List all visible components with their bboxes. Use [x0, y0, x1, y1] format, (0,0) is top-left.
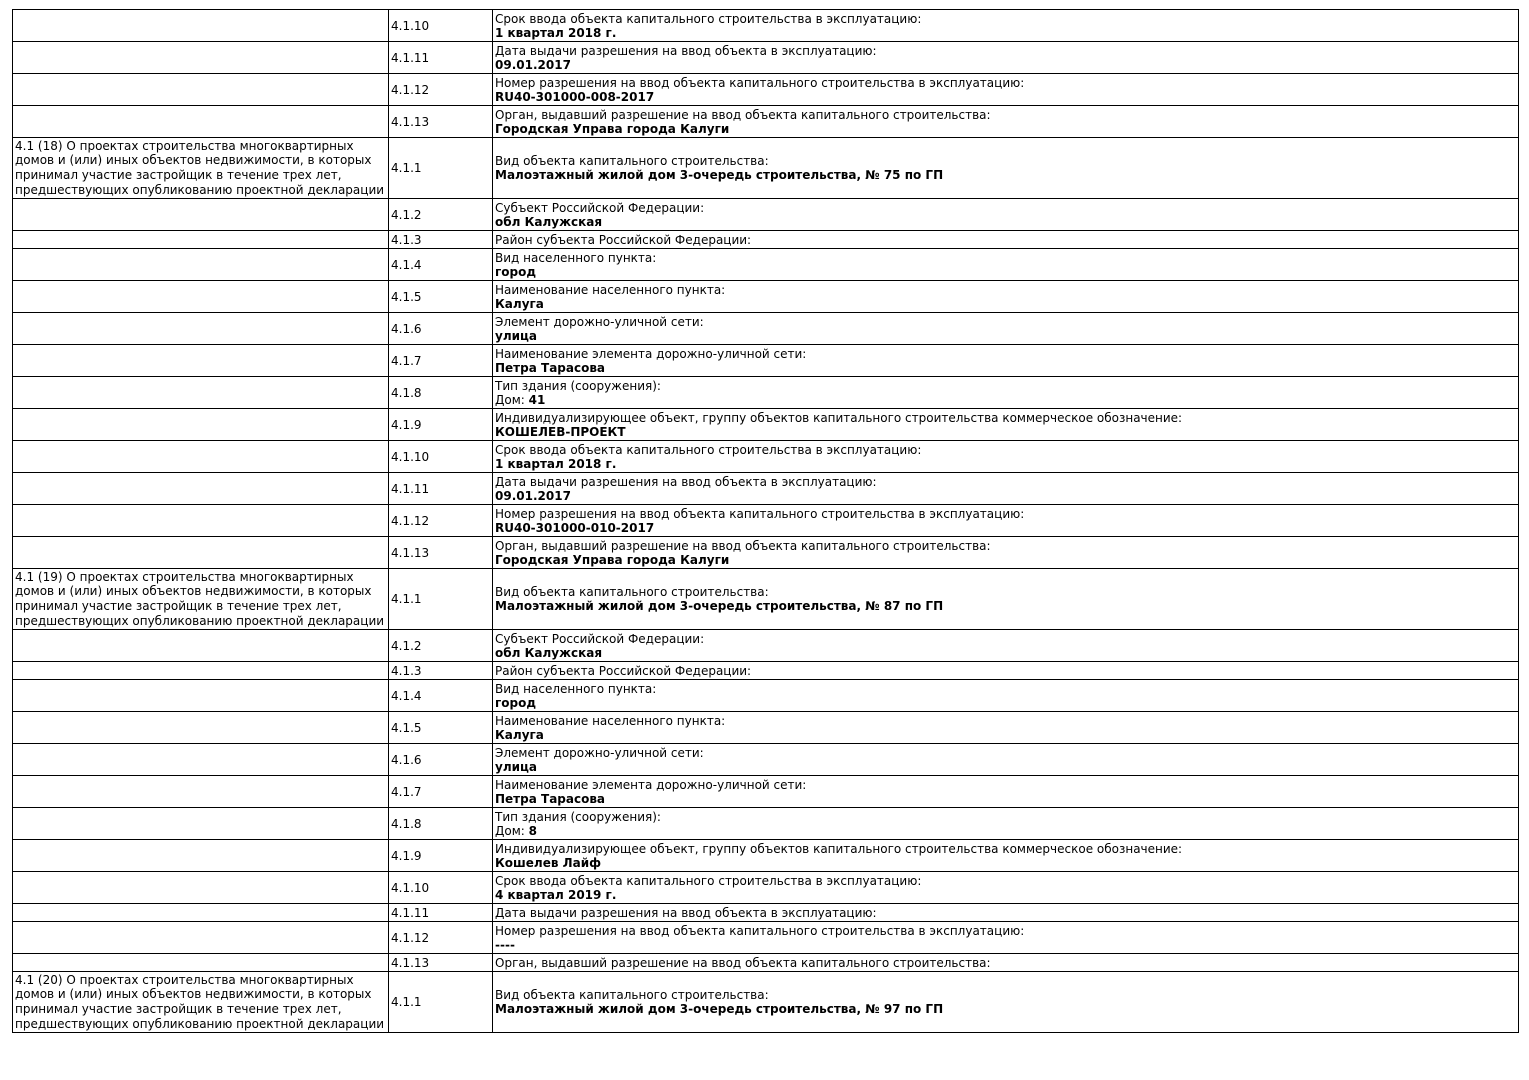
item-label: Наименование элемента дорожно-уличной сети: — [495, 777, 807, 792]
section-cell — [13, 441, 389, 473]
section-cell: 4.1 (18) О проектах строительства многоквартирных домов и (или) иных объектов недвижимости, в которых принимал участие застройщик в течение трех лет, предшествующих опубликованию проектной декларации — [13, 138, 389, 199]
section-cell — [13, 537, 389, 569]
item-content — [493, 106, 1519, 138]
table-row — [13, 808, 1519, 840]
item-label: Номер разрешения на ввод объекта капитального строительства в эксплуатацию: — [495, 75, 1025, 90]
section-cell — [13, 808, 389, 840]
item-label: Вид объекта капитального строительства: — [495, 988, 769, 1002]
section-cell — [13, 922, 389, 954]
item-value: 4 квартал 2019 г. — [495, 887, 617, 902]
table-row — [13, 249, 1519, 281]
item-value: Малоэтажный жилой дом 3-очередь строительства, № 87 по ГП — [495, 599, 944, 613]
item-code: 4.1.13 — [389, 954, 493, 972]
section-cell — [13, 680, 389, 712]
item-value: КОШЕЛЕВ-ПРОЕКТ — [495, 424, 626, 439]
item-content — [493, 138, 1519, 199]
table-row — [13, 630, 1519, 662]
item-value-prefix: Дом: — [495, 823, 529, 838]
section-cell — [13, 630, 389, 662]
item-label: Срок ввода объекта капитального строительства в эксплуатацию: — [495, 873, 922, 888]
item-label: Вид населенного пункта: — [495, 250, 657, 265]
item-label: Субъект Российской Федерации: — [495, 200, 705, 215]
item-label: Элемент дорожно-уличной сети: — [495, 745, 704, 760]
item-label: Район субъекта Российской Федерации: — [495, 232, 752, 247]
item-content — [493, 231, 1519, 249]
item-code: 4.1.8 — [389, 808, 493, 840]
item-content — [493, 345, 1519, 377]
item-value: Петра Тарасова — [495, 791, 606, 806]
item-value: Петра Тарасова — [495, 360, 606, 375]
table-row — [13, 473, 1519, 505]
table-row — [13, 872, 1519, 904]
item-code: 4.1.13 — [389, 537, 493, 569]
item-code: 4.1.10 — [389, 872, 493, 904]
table-row — [13, 505, 1519, 537]
item-code: 4.1.5 — [389, 712, 493, 744]
section-cell — [13, 42, 389, 74]
item-content — [493, 776, 1519, 808]
section-cell — [13, 10, 389, 42]
item-code: 4.1.1 — [389, 569, 493, 630]
item-value: улица — [495, 328, 538, 343]
item-value: 41 — [528, 392, 546, 407]
table-row — [13, 231, 1519, 249]
section-cell — [13, 74, 389, 106]
item-value-line — [495, 393, 1516, 407]
table-row — [13, 776, 1519, 808]
item-label: Номер разрешения на ввод объекта капитального строительства в эксплуатацию: — [495, 506, 1025, 521]
table-row — [13, 972, 1519, 1033]
item-content — [493, 313, 1519, 345]
item-label: Район субъекта Российской Федерации: — [495, 663, 752, 678]
item-value: ---- — [495, 937, 515, 952]
item-label: Номер разрешения на ввод объекта капитального строительства в эксплуатацию: — [495, 923, 1025, 938]
table-row — [13, 281, 1519, 313]
item-label: Дата выдачи разрешения на ввод объекта в эксплуатацию: — [495, 905, 877, 920]
section-cell — [13, 505, 389, 537]
item-label: Наименование населенного пункта: — [495, 282, 726, 297]
section-cell — [13, 662, 389, 680]
item-code: 4.1.10 — [389, 10, 493, 42]
table-row — [13, 313, 1519, 345]
item-content — [493, 680, 1519, 712]
item-content — [493, 972, 1519, 1033]
section-cell — [13, 313, 389, 345]
item-code: 4.1.10 — [389, 441, 493, 473]
item-content — [493, 537, 1519, 569]
item-label: Индивидуализирующее объект, группу объектов капитального строительства коммерческое обозначение: — [495, 841, 1183, 856]
table-row — [13, 680, 1519, 712]
item-content — [493, 630, 1519, 662]
item-label: Орган, выдавший разрешение на ввод объекта капитального строительства: — [495, 538, 991, 553]
item-value-prefix: Дом: — [495, 392, 529, 407]
item-value-line — [495, 824, 1516, 838]
item-code: 4.1.2 — [389, 199, 493, 231]
section-cell — [13, 281, 389, 313]
item-label: Дата выдачи разрешения на ввод объекта в эксплуатацию: — [495, 43, 877, 58]
item-value: RU40-301000-010-2017 — [495, 520, 655, 535]
item-value: город — [495, 695, 537, 710]
item-label: Наименование населенного пункта: — [495, 713, 726, 728]
item-label: Вид населенного пункта: — [495, 681, 657, 696]
section-cell — [13, 954, 389, 972]
item-code: 4.1.11 — [389, 904, 493, 922]
item-code: 4.1.12 — [389, 505, 493, 537]
item-value: 8 — [528, 823, 537, 838]
table-row — [13, 569, 1519, 630]
item-label: Орган, выдавший разрешение на ввод объекта капитального строительства: — [495, 107, 991, 122]
item-value: улица — [495, 759, 538, 774]
item-content — [493, 922, 1519, 954]
item-code: 4.1.3 — [389, 231, 493, 249]
item-value: RU40-301000-008-2017 — [495, 89, 655, 104]
item-value: Малоэтажный жилой дом 3-очередь строительства, № 75 по ГП — [495, 168, 944, 182]
item-code: 4.1.9 — [389, 409, 493, 441]
item-content — [493, 872, 1519, 904]
item-code: 4.1.2 — [389, 630, 493, 662]
table-row — [13, 954, 1519, 972]
item-value: Калуга — [495, 296, 544, 311]
item-content — [493, 744, 1519, 776]
item-value: Городская Управа города Калуги — [495, 552, 730, 567]
item-code: 4.1.1 — [389, 972, 493, 1033]
section-cell — [13, 744, 389, 776]
table-row — [13, 74, 1519, 106]
section-cell — [13, 106, 389, 138]
item-code: 4.1.3 — [389, 662, 493, 680]
section-cell — [13, 840, 389, 872]
table-row — [13, 10, 1519, 42]
item-code: 4.1.4 — [389, 249, 493, 281]
item-content — [493, 42, 1519, 74]
item-content — [493, 10, 1519, 42]
section-cell — [13, 776, 389, 808]
table-row — [13, 840, 1519, 872]
item-content — [493, 409, 1519, 441]
table-row — [13, 377, 1519, 409]
item-content — [493, 199, 1519, 231]
item-value: 09.01.2017 — [495, 488, 571, 503]
section-cell — [13, 377, 389, 409]
item-label: Тип здания (сооружения): — [495, 809, 661, 824]
item-code: 4.1.1 — [389, 138, 493, 199]
item-value: 09.01.2017 — [495, 57, 571, 72]
section-cell — [13, 904, 389, 922]
section-cell — [13, 409, 389, 441]
item-label: Наименование элемента дорожно-уличной сети: — [495, 346, 807, 361]
item-code: 4.1.7 — [389, 776, 493, 808]
section-cell: 4.1 (19) О проектах строительства многоквартирных домов и (или) иных объектов недвижимости, в которых принимал участие застройщик в течение трех лет, предшествующих опубликованию проектной декларации — [13, 569, 389, 630]
table-row — [13, 42, 1519, 74]
item-code: 4.1.5 — [389, 281, 493, 313]
table-row — [13, 106, 1519, 138]
declaration-table-body — [13, 10, 1519, 1033]
item-content — [493, 569, 1519, 630]
item-content — [493, 473, 1519, 505]
item-code: 4.1.6 — [389, 313, 493, 345]
section-cell — [13, 199, 389, 231]
item-content — [493, 74, 1519, 106]
table-row — [13, 441, 1519, 473]
section-cell — [13, 473, 389, 505]
item-code: 4.1.6 — [389, 744, 493, 776]
table-row — [13, 662, 1519, 680]
table-row — [13, 904, 1519, 922]
item-code: 4.1.12 — [389, 922, 493, 954]
item-content — [493, 377, 1519, 409]
item-content — [493, 281, 1519, 313]
item-code: 4.1.8 — [389, 377, 493, 409]
item-code: 4.1.11 — [389, 473, 493, 505]
item-content — [493, 249, 1519, 281]
item-label: Индивидуализирующее объект, группу объектов капитального строительства коммерческое обозначение: — [495, 410, 1183, 425]
item-code: 4.1.4 — [389, 680, 493, 712]
item-code: 4.1.13 — [389, 106, 493, 138]
item-label: Субъект Российской Федерации: — [495, 631, 705, 646]
table-row — [13, 712, 1519, 744]
table-row — [13, 138, 1519, 199]
table-row — [13, 922, 1519, 954]
section-cell — [13, 345, 389, 377]
item-content — [493, 505, 1519, 537]
item-code: 4.1.12 — [389, 74, 493, 106]
item-code: 4.1.11 — [389, 42, 493, 74]
item-content — [493, 840, 1519, 872]
table-row — [13, 345, 1519, 377]
item-label: Срок ввода объекта капитального строительства в эксплуатацию: — [495, 11, 922, 26]
item-value: Калуга — [495, 727, 544, 742]
table-row — [13, 409, 1519, 441]
section-cell: 4.1 (20) О проектах строительства многоквартирных домов и (или) иных объектов недвижимости, в которых принимал участие застройщик в течение трех лет, предшествующих опубликованию проектной декларации — [13, 972, 389, 1033]
item-value: Городская Управа города Калуги — [495, 121, 730, 136]
item-value: Малоэтажный жилой дом 3-очередь строительства, № 97 по ГП — [495, 1002, 944, 1016]
section-cell — [13, 872, 389, 904]
item-code: 4.1.7 — [389, 345, 493, 377]
item-value: обл Калужская — [495, 645, 603, 660]
item-label: Дата выдачи разрешения на ввод объекта в эксплуатацию: — [495, 474, 877, 489]
section-cell — [13, 231, 389, 249]
section-cell — [13, 249, 389, 281]
item-code: 4.1.9 — [389, 840, 493, 872]
section-cell — [13, 712, 389, 744]
item-value: 1 квартал 2018 г. — [495, 25, 617, 40]
item-label: Срок ввода объекта капитального строительства в эксплуатацию: — [495, 442, 922, 457]
item-label: Тип здания (сооружения): — [495, 378, 661, 393]
item-label: Орган, выдавший разрешение на ввод объекта капитального строительства: — [495, 955, 991, 970]
item-label: Элемент дорожно-уличной сети: — [495, 314, 704, 329]
item-content — [493, 712, 1519, 744]
item-value: город — [495, 264, 537, 279]
item-content — [493, 662, 1519, 680]
item-content — [493, 904, 1519, 922]
item-label: Вид объекта капитального строительства: — [495, 154, 769, 168]
item-content — [493, 954, 1519, 972]
item-value: Кошелев Лайф — [495, 855, 602, 870]
item-content — [493, 808, 1519, 840]
declaration-table — [12, 9, 1519, 1033]
table-row — [13, 744, 1519, 776]
item-value: обл Калужская — [495, 214, 603, 229]
item-value: 1 квартал 2018 г. — [495, 456, 617, 471]
table-row — [13, 537, 1519, 569]
table-row — [13, 199, 1519, 231]
item-content — [493, 441, 1519, 473]
item-label: Вид объекта капитального строительства: — [495, 585, 769, 599]
